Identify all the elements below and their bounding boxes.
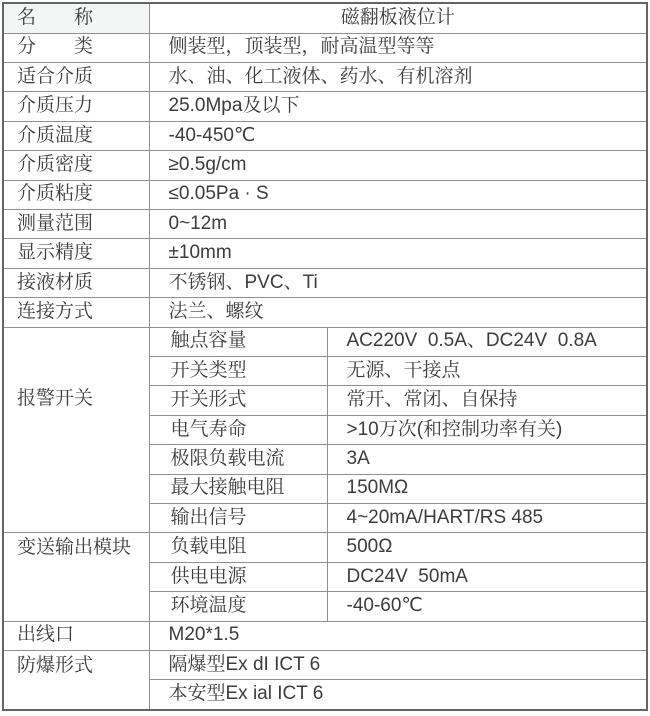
- row-label: 介质粘度: [3, 180, 149, 209]
- spec-row: [3, 239, 647, 268]
- row-label: 测量范围: [3, 209, 149, 238]
- sub-row-label: 负载电阻: [149, 533, 327, 562]
- spec-row: [3, 298, 647, 327]
- row-value: AC220V 0.5A、DC24V 0.8A: [327, 327, 647, 356]
- row-label: 介质温度: [3, 121, 149, 150]
- row-label: 适合介质: [3, 62, 149, 91]
- row-value: -40-450℃: [149, 121, 647, 150]
- spec-row: [3, 621, 647, 650]
- row-label: 介质密度: [3, 151, 149, 180]
- spec-row: [3, 62, 647, 91]
- row-value: >10万次(和控制功率有关): [327, 415, 647, 444]
- row-label: 介质压力: [3, 92, 149, 121]
- row-value: 法兰、螺纹: [149, 298, 647, 327]
- sub-row-label: 电气寿命: [149, 415, 327, 444]
- row-value: ±10mm: [149, 239, 647, 268]
- group-label-alarm-switch: 报警开关: [3, 327, 149, 533]
- spec-table: [2, 2, 648, 711]
- row-value: M20*1.5: [149, 621, 647, 650]
- row-value: 25.0Mpa及以下: [149, 92, 647, 121]
- row-value: 500Ω: [327, 533, 647, 562]
- sub-row-label: 最大接触电阻: [149, 474, 327, 503]
- row-value: 0~12m: [149, 209, 647, 238]
- row-value: 不锈钢、PVC、Ti: [149, 268, 647, 297]
- row-value: -40-60℃: [327, 592, 647, 621]
- sub-row-label: 触点容量: [149, 327, 327, 356]
- row-value: 本安型Ex ial ICT 6: [149, 680, 647, 710]
- row-value: 常开、常闭、自保持: [327, 386, 647, 415]
- sub-row-label: 开关类型: [149, 356, 327, 385]
- row-value: DC24V 50mA: [327, 562, 647, 591]
- row-value: 隔爆型Ex dI ICT 6: [149, 651, 647, 680]
- row-label: 连接方式: [3, 298, 149, 327]
- row-value: 4~20mA/HART/RS 485: [327, 504, 647, 533]
- row-value: 150MΩ: [327, 474, 647, 503]
- spec-row: [3, 327, 647, 356]
- spec-row: [3, 180, 647, 209]
- spec-row: [3, 33, 647, 62]
- sub-row-label: 输出信号: [149, 504, 327, 533]
- row-label: 名 称: [3, 3, 149, 33]
- row-value: 水、油、化工液体、药水、有机溶剂: [149, 62, 647, 91]
- group-label-transmitter-module: 变送输出模块: [3, 533, 149, 621]
- row-value: 侧装型，顶装型，耐高温型等等: [149, 33, 647, 62]
- sub-row-label: 环境温度: [149, 592, 327, 621]
- sub-row-label: 开关形式: [149, 386, 327, 415]
- spec-row: [3, 533, 647, 562]
- row-label: 出线口: [3, 621, 149, 650]
- spec-row: [3, 151, 647, 180]
- row-label: 接液材质: [3, 268, 149, 297]
- row-value: 磁翻板液位计: [149, 3, 647, 33]
- row-label: 显示精度: [3, 239, 149, 268]
- sub-row-label: 供电电源: [149, 562, 327, 591]
- spec-row: [3, 651, 647, 680]
- spec-row: [3, 3, 647, 33]
- row-label: 分 类: [3, 33, 149, 62]
- row-value: 3A: [327, 445, 647, 474]
- group-label-explosion-proof: 防爆形式: [3, 651, 149, 710]
- spec-row: [3, 268, 647, 297]
- spec-row: [3, 209, 647, 238]
- sub-row-label: 极限负载电流: [149, 445, 327, 474]
- spec-row: [3, 121, 647, 150]
- spec-row: [3, 92, 647, 121]
- row-value: ≤0.05Pa · S: [149, 180, 647, 209]
- row-value: ≥0.5g/cm: [149, 151, 647, 180]
- row-value: 无源、干接点: [327, 356, 647, 385]
